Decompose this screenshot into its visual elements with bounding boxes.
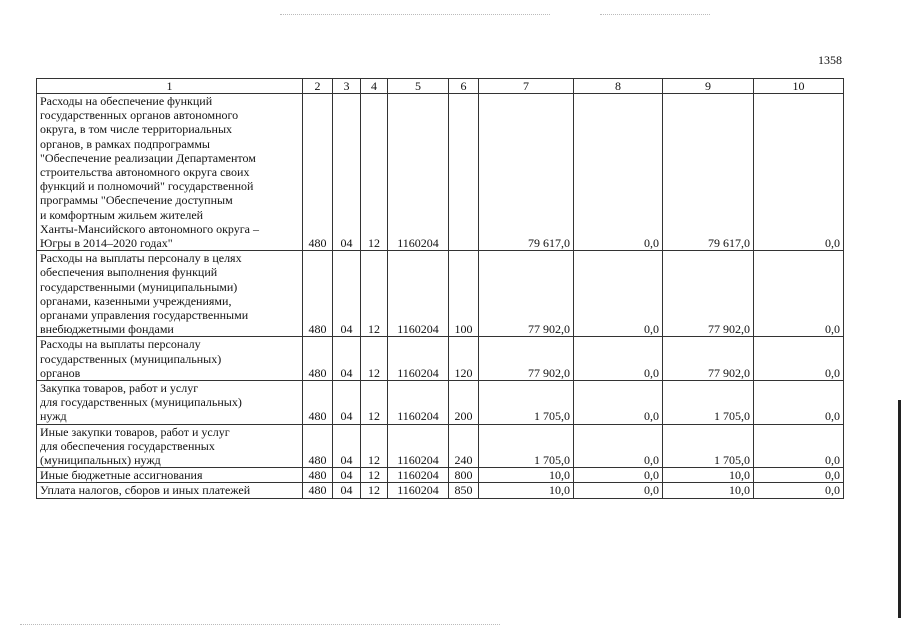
budget-table [36, 78, 844, 499]
cell-col-10: 0,0 [754, 251, 844, 337]
cell-col-2: 480 [303, 424, 333, 468]
description-line: нужд [40, 409, 67, 424]
description-line: Уплата налогов, сборов и иных платежей [40, 483, 251, 498]
cell-col-5: 1160204 [388, 483, 449, 498]
header-cell-4: 4 [361, 79, 388, 94]
cell-col-7: 1 705,0 [479, 424, 574, 468]
table-row [37, 337, 844, 381]
header-cell-5: 5 [388, 79, 449, 94]
cell-col-6: 100 [449, 251, 479, 337]
cell-col-6: 800 [449, 468, 479, 483]
description-line: для государственных (муниципальных) [40, 395, 242, 410]
cell-col-7: 77 902,0 [479, 337, 574, 381]
cell-col-4: 12 [361, 468, 388, 483]
cell-col-9: 10,0 [663, 483, 754, 498]
cell-col-5: 1160204 [388, 381, 449, 425]
cell-col-4: 12 [361, 381, 388, 425]
row-description [37, 468, 303, 483]
cell-col-5: 1160204 [388, 468, 449, 483]
row-description [37, 337, 303, 381]
header-cell-10: 10 [754, 79, 844, 94]
cell-col-7: 10,0 [479, 468, 574, 483]
cell-col-8: 0,0 [574, 381, 663, 425]
cell-col-10: 0,0 [754, 483, 844, 498]
cell-col-5: 1160204 [388, 94, 449, 251]
scan-artifact-bottom [20, 624, 500, 626]
description-line: обеспечения выполнения функций [40, 265, 218, 280]
row-description [37, 381, 303, 425]
header-cell-2: 2 [303, 79, 333, 94]
cell-col-7: 79 617,0 [479, 94, 574, 251]
cell-col-3: 04 [333, 424, 361, 468]
table-row [37, 251, 844, 337]
table-row [37, 381, 844, 425]
cell-col-8: 0,0 [574, 94, 663, 251]
description-line: Расходы на выплаты персоналу в целях [40, 251, 242, 266]
page-number: 1358 [818, 53, 842, 67]
description-line: государственных (муниципальных) [40, 351, 222, 366]
cell-col-5: 1160204 [388, 337, 449, 381]
cell-col-8: 0,0 [574, 468, 663, 483]
cell-col-3: 04 [333, 381, 361, 425]
cell-col-4: 12 [361, 251, 388, 337]
cell-col-2: 480 [303, 251, 333, 337]
description-line: Югры в 2014–2020 годах" [40, 236, 173, 251]
description-line: для обеспечения государственных [40, 438, 215, 453]
description-line: и комфортным жильем жителей [40, 207, 204, 222]
cell-col-3: 04 [333, 251, 361, 337]
cell-col-8: 0,0 [574, 424, 663, 468]
cell-col-6: 850 [449, 483, 479, 498]
header-cell-1: 1 [37, 79, 303, 94]
cell-col-9: 1 705,0 [663, 381, 754, 425]
cell-col-4: 12 [361, 483, 388, 498]
description-line: государственных органов автономного [40, 108, 239, 123]
cell-col-3: 04 [333, 94, 361, 251]
cell-col-2: 480 [303, 468, 333, 483]
description-line: строительства автономного округа своих [40, 165, 250, 180]
cell-col-10: 0,0 [754, 94, 844, 251]
description-line: программы "Обеспечение доступным [40, 193, 233, 208]
scan-artifact-top [280, 14, 550, 16]
header-cell-8: 8 [574, 79, 663, 94]
cell-col-2: 480 [303, 483, 333, 498]
cell-col-4: 12 [361, 94, 388, 251]
table-row [37, 468, 844, 483]
cell-col-3: 04 [333, 483, 361, 498]
row-description [37, 94, 303, 251]
cell-col-10: 0,0 [754, 381, 844, 425]
table-row [37, 94, 844, 251]
cell-col-3: 04 [333, 337, 361, 381]
description-line: (муниципальных) нужд [40, 453, 161, 468]
cell-col-4: 12 [361, 424, 388, 468]
cell-col-8: 0,0 [574, 337, 663, 381]
description-line: Расходы на обеспечение функций [40, 94, 213, 108]
cell-col-9: 1 705,0 [663, 424, 754, 468]
header-cell-6: 6 [449, 79, 479, 94]
description-line: Иные закупки товаров, работ и услуг [40, 424, 230, 439]
cell-col-8: 0,0 [574, 483, 663, 498]
cell-col-5: 1160204 [388, 424, 449, 468]
table-header-row [37, 79, 844, 94]
description-line: внебюджетными фондами [40, 322, 174, 337]
cell-col-2: 480 [303, 337, 333, 381]
description-line: органами управления государственными [40, 308, 249, 323]
description-line: Расходы на выплаты персоналу [40, 337, 201, 352]
header-cell-9: 9 [663, 79, 754, 94]
header-cell-7: 7 [479, 79, 574, 94]
cell-col-5: 1160204 [388, 251, 449, 337]
cell-col-9: 79 617,0 [663, 94, 754, 251]
scan-artifact-top-right [600, 14, 710, 16]
cell-col-9: 77 902,0 [663, 251, 754, 337]
cell-col-10: 0,0 [754, 337, 844, 381]
description-line: Закупка товаров, работ и услуг [40, 381, 199, 396]
description-line: государственными (муниципальными) [40, 279, 238, 294]
cell-col-6: 240 [449, 424, 479, 468]
cell-col-7: 1 705,0 [479, 381, 574, 425]
cell-col-7: 10,0 [479, 483, 574, 498]
row-description [37, 483, 303, 498]
table-row [37, 483, 844, 498]
cell-col-8: 0,0 [574, 251, 663, 337]
description-line: органов [40, 365, 81, 380]
scan-edge-mark [898, 400, 901, 618]
table-body [37, 94, 844, 499]
cell-col-6 [449, 94, 479, 251]
cell-col-4: 12 [361, 337, 388, 381]
header-cell-3: 3 [333, 79, 361, 94]
row-description [37, 424, 303, 468]
cell-col-2: 480 [303, 94, 333, 251]
row-description [37, 251, 303, 337]
cell-col-10: 0,0 [754, 424, 844, 468]
cell-col-2: 480 [303, 381, 333, 425]
description-line: органами, казенными учреждениями, [40, 293, 232, 308]
cell-col-9: 10,0 [663, 468, 754, 483]
cell-col-3: 04 [333, 468, 361, 483]
cell-col-6: 120 [449, 337, 479, 381]
cell-col-10: 0,0 [754, 468, 844, 483]
cell-col-6: 200 [449, 381, 479, 425]
description-line: "Обеспечение реализации Департаментом [40, 150, 256, 165]
description-line: Ханты-Мансийского автономного округа – [40, 221, 260, 236]
description-line: округа, в том числе территориальных [40, 122, 233, 137]
cell-col-9: 77 902,0 [663, 337, 754, 381]
description-line: Иные бюджетные ассигнования [40, 468, 203, 483]
cell-col-7: 77 902,0 [479, 251, 574, 337]
table-row [37, 424, 844, 468]
description-line: функций и полномочий" государственной [40, 179, 254, 194]
description-line: органов, в рамках подпрограммы [40, 136, 210, 151]
